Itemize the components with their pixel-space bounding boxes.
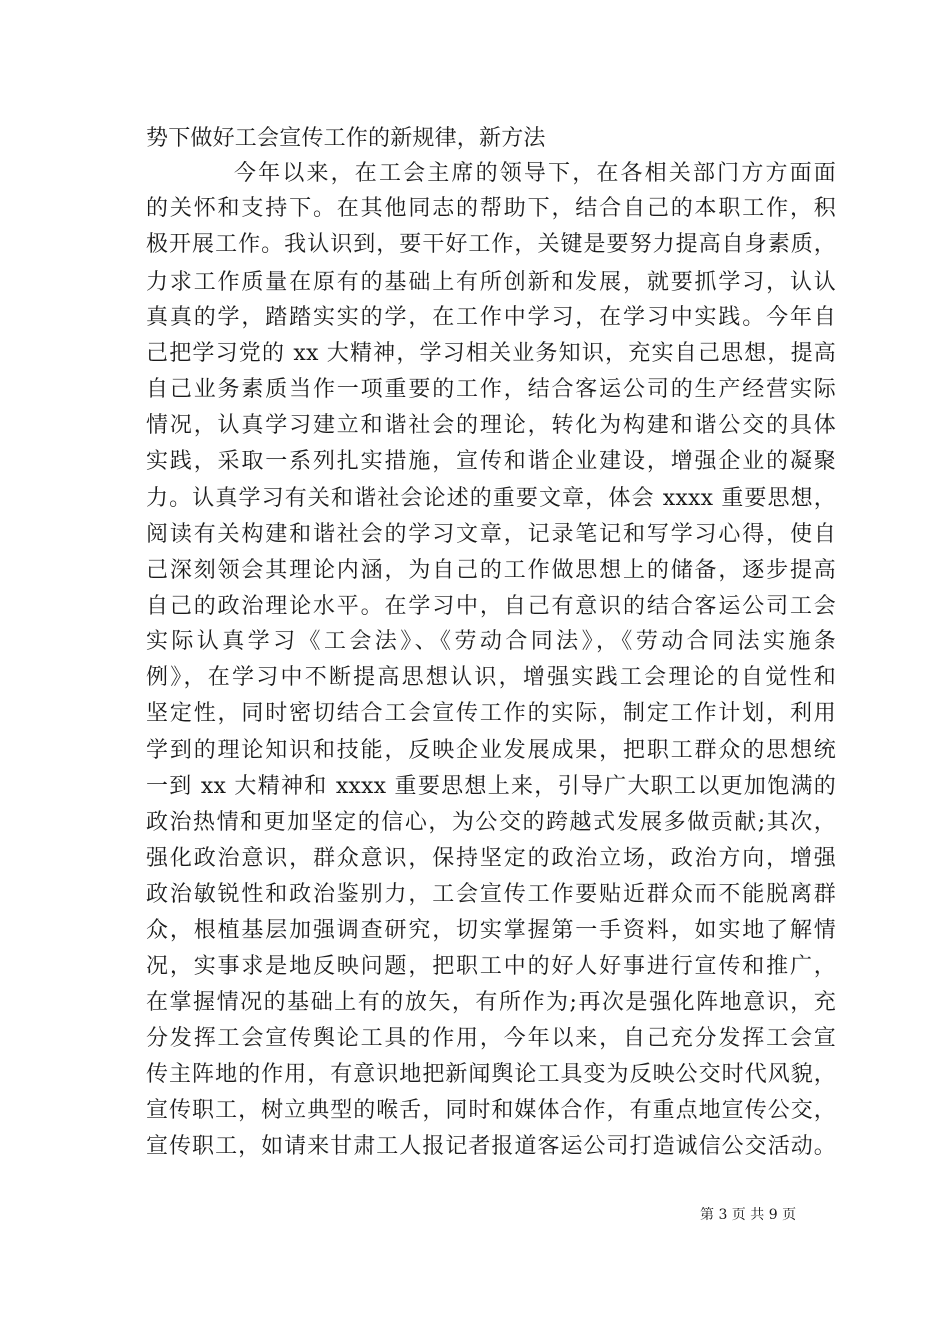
text-line-21: 强化政治意识，群众意识，保持坚定的政治立场，政治方向，增强 <box>146 846 836 871</box>
text-line-28: 宣传职工，树立典型的喉舌，同时和媒体合作，有重点地宣传公交， <box>146 1098 836 1123</box>
text-line-29: 宣传职工，如请来甘肃工人报记者报道客运公司打造诚信公交活动。 <box>146 1134 836 1159</box>
text-line-6: 真真的学，踏踏实实的学，在工作中学习，在学习中实践。今年自 <box>146 305 836 330</box>
text-line-3: 的关怀和支持下。在其他同志的帮助下，结合自己的本职工作，积 <box>146 196 836 221</box>
text-line-1: 势下做好工会宣传工作的新规律，新方法 <box>146 126 546 151</box>
text-line-23: 众，根植基层加强调查研究，切实掌握第一手资料，如实地了解情 <box>146 918 836 943</box>
text-line-7: 己把学习党的 xx 大精神，学习相关业务知识，充实自己思想，提高 <box>146 341 836 366</box>
text-line-10: 实践，采取一系列扎实措施，宣传和谐企业建设，增强企业的凝聚 <box>146 449 836 474</box>
text-line-11: 力。认真学习有关和谐社会论述的重要文章，体会 xxxx 重要思想， <box>146 486 836 511</box>
text-line-25: 在掌握情况的基础上有的放矢，有所作为;再次是强化阵地意识，充 <box>146 990 836 1015</box>
text-line-15: 实际认真学习《工会法》、《劳动合同法》，《劳动合同法实施条 <box>146 629 836 654</box>
text-line-16: 例》，在学习中不断提高思想认识，增强实践工会理论的自觉性和 <box>146 665 836 690</box>
text-line-19: 一到 xx 大精神和 xxxx 重要思想上来，引导广大职工以更加饱满的 <box>146 774 836 799</box>
text-line-27: 传主阵地的作用，有意识地把新闻舆论工具变为反映公交时代风貌， <box>146 1062 836 1087</box>
page-number: 第 3 页 共 9 页 <box>700 1207 797 1223</box>
text-line-13: 己深刻领会其理论内涵，为自己的工作做思想上的储备，逐步提高 <box>146 558 836 583</box>
text-line-22: 政治敏锐性和政治鉴别力，工会宣传工作要贴近群众而不能脱离群 <box>146 882 836 907</box>
text-line-4: 极开展工作。我认识到，要干好工作，关键是要努力提高自身素质， <box>146 232 836 257</box>
text-line-17: 坚定性，同时密切结合工会宣传工作的实际，制定工作计划，利用 <box>146 701 836 726</box>
text-line-8: 自己业务素质当作一项重要的工作，结合客运公司的生产经营实际 <box>146 377 836 402</box>
text-line-14: 自己的政治理论水平。在学习中，自己有意识的结合客运公司工会 <box>146 594 836 619</box>
text-line-20: 政治热情和更加坚定的信心，为公交的跨越式发展多做贡献;其次， <box>146 810 836 835</box>
text-line-12: 阅读有关构建和谐社会的学习文章，记录笔记和写学习心得，使自 <box>146 522 836 547</box>
text-line-9: 情况，认真学习建立和谐社会的理论，转化为构建和谐公交的具体 <box>146 413 836 438</box>
text-line-2: 今年以来，在工会主席的领导下，在各相关部门方方面面 <box>234 161 836 186</box>
text-line-5: 力求工作质量在原有的基础上有所创新和发展，就要抓学习，认认 <box>146 270 836 295</box>
text-line-26: 分发挥工会宣传舆论工具的作用，今年以来，自己充分发挥工会宣 <box>146 1026 836 1051</box>
text-line-24: 况，实事求是地反映问题，把职工中的好人好事进行宣传和推广， <box>146 954 836 979</box>
text-line-18: 学到的理论知识和技能，反映企业发展成果，把职工群众的思想统 <box>146 738 836 763</box>
